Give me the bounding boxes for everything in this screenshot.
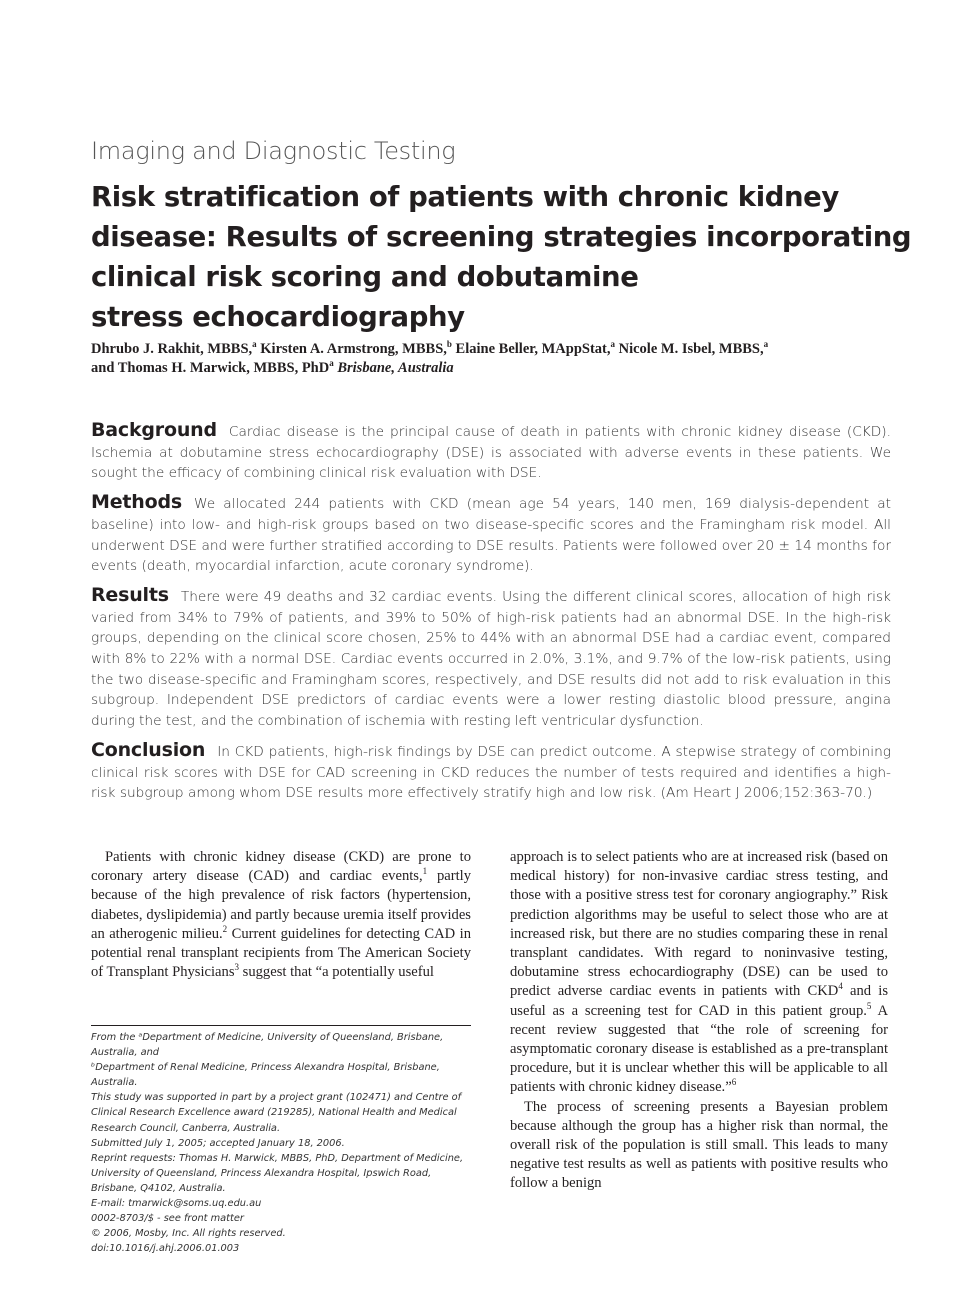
author-name: Elaine Beller, MAppStat, xyxy=(451,341,611,357)
footnote-divider xyxy=(91,1025,471,1026)
author-list xyxy=(91,340,911,378)
abstract-heading: Conclusion xyxy=(91,738,206,761)
abstract-text: In CKD patients, high-risk findings by DSE can predict outcome. A stepwise strategy of combining clinical risk scores with DSE for CAD screening in CKD reduces the number of tests required and identifies a high-risk subgroup among whom DSE results more effectively stratify high and low risk. (Am Heart J 2006;152:363-70.) xyxy=(91,743,891,802)
abstract-heading: Background xyxy=(91,419,217,441)
body-paragraph xyxy=(91,848,471,982)
footnote-line: 0002-8703/$ - see front matter xyxy=(91,1213,244,1225)
affiliation-mark: a xyxy=(252,339,257,350)
footnote-line: © 2006, Mosby, Inc. All rights reserved. xyxy=(91,1228,286,1240)
footnotes xyxy=(91,1030,471,1256)
footnote-email[interactable]: E-mail: tmarwick@soms.uq.edu.au xyxy=(91,1198,262,1210)
footnote-doi[interactable]: doi:10.1016/j.ahj.2006.01.003 xyxy=(91,1243,240,1255)
body-paragraph: The process of screening presents a Bayesian problem because although the group has a higher risk than normal, the overall risk of the population is still small. This leads to many negative test results as well as patients with positive results who follow a benign xyxy=(510,1098,888,1192)
title-line: stress echocardiography xyxy=(91,301,465,333)
body-column-left xyxy=(91,848,471,982)
author-row xyxy=(91,340,911,359)
footnote-line: Submitted July 1, 2005; accepted January 18, 2006. xyxy=(91,1137,345,1149)
body-text: suggest that “a potentially useful xyxy=(239,964,434,981)
author-row xyxy=(91,359,911,378)
footnote-line: ᵇDepartment of Renal Medicine, Princess Alexandra Hospital, Brisbane, Australia. xyxy=(91,1062,440,1089)
author-name: Nicole M. Isbel, MBBS, xyxy=(615,341,764,357)
body-text: and is useful as a screening test for CAD in this patient group. xyxy=(510,983,888,1019)
abstract-heading: Results xyxy=(91,583,169,606)
reference-mark[interactable]: 3 xyxy=(234,962,240,973)
affiliation-mark: a xyxy=(610,339,615,350)
article-title xyxy=(91,177,911,337)
abstract-text: There were 49 deaths and 32 cardiac events. Using the different clinical scores, allocation of high risk varied from 34% to 79% of patients, and 39% to 50% of high-risk patients had an abnormal DSE. In the high-risk groups, depending on the clinical score chosen, 25% to 44% with an abnormal DSE had a cardiac event, compared with 8% to 22% with a normal DSE. Cardiac events occurred in 2.0%, 3.1%, and 9.7% of the low-risk patients, using the two disease-specific and Framingham scores, respectively, and DSE results did not add to risk evaluation in this subgroup. Independent DSE predictors of cardiac events were a lower resting diastolic blood pressure, angina during the test, and the combination of ischemia with resting left ventricular dysfunction. xyxy=(91,588,891,730)
abstract-heading: Methods xyxy=(91,491,182,514)
abstract-conclusion xyxy=(91,740,891,804)
author-location: Brisbane, Australia xyxy=(333,360,454,376)
affiliation-mark: b xyxy=(446,339,452,350)
body-text: partly because of the high prevalence of risk factors (hypertension, diabetes, dyslipidemia) and partly because uremia itself provides an atherogenic milieu. xyxy=(91,868,471,942)
body-text: A recent review suggested that “the role of screening for asymptomatic coronary disease is established as a pre-transplant procedure, but it is unclear whether this will be applicable to all patients with chronic kidney disease.” xyxy=(510,1002,888,1096)
reference-mark[interactable]: 5 xyxy=(866,1000,872,1011)
affiliation-mark: a xyxy=(329,358,334,369)
title-line: disease: Results of screening strategies incorporating xyxy=(91,221,912,253)
abstract-text: We allocated 244 patients with CKD (mean age 54 years, 140 men, 169 dialysis-dependent at baseline) into low- and high-risk groups based on two disease-specific scores and the Framingham risk model. All underwent DSE and were further stratified according to DSE results. Patients were followed over 20 ± 14 months for events (death, myocardial infarction, acute coronary syndrome). xyxy=(91,496,891,575)
footnote-line: From the ᵃDepartment of Medicine, University of Queensland, Brisbane, Australia, and xyxy=(91,1032,444,1059)
abstract-methods xyxy=(91,492,891,577)
reference-mark[interactable]: 2 xyxy=(222,923,228,934)
reference-mark[interactable]: 1 xyxy=(422,866,428,877)
reference-mark[interactable]: 4 xyxy=(838,981,843,992)
body-text: approach is to select patients who are at increased risk (based on medical history) for non-invasive cardiac stress testing, and those with a positive stress test for coronary angiography.” Risk prediction algorithms may be useful to select those who are at increased risk, but there are no studies comparing these in renal transplant candidates. With regard to noninvasive testing, dobutamine stress echocardiography (DSE) can be used to predict adverse cardiac events in patients with CKD xyxy=(510,849,888,1000)
body-text: Patients with chronic kidney disease (CKD) are prone to coronary artery disease (CAD) and cardiac events, xyxy=(91,849,471,885)
reference-mark[interactable]: 6 xyxy=(731,1077,737,1088)
section-label: Imaging and Diagnostic Testing xyxy=(91,137,456,165)
footnote-line: This study was supported in part by a project grant (102471) and Centre of Clinical Research Excellence award (219285), National Health and Medical Research Council, Canberra, Australia. xyxy=(91,1092,462,1134)
author-name: and Thomas H. Marwick, MBBS, PhD xyxy=(91,360,330,376)
body-text: Current guidelines for detecting CAD in potential renal transplant recipients from The American Society of Transplant Physicians xyxy=(91,925,472,981)
body-column-right xyxy=(510,848,888,1194)
abstract-background xyxy=(91,420,891,484)
abstract xyxy=(91,420,891,812)
abstract-text: Cardiac disease is the principal cause of death in patients with chronic kidney disease (CKD). Ischemia at dobutamine stress echocardiography (DSE) is associated with adverse events in these patients. We sought the efficacy of combining clinical risk evaluation with DSE. xyxy=(91,424,891,482)
author-name: Kirsten A. Armstrong, MBBS, xyxy=(256,341,447,357)
author-name: Dhrubo J. Rakhit, MBBS, xyxy=(91,341,253,357)
abstract-results xyxy=(91,585,891,732)
title-line: Risk stratification of patients with chronic kidney xyxy=(91,181,839,213)
title-line: clinical risk scoring and dobutamine xyxy=(91,261,639,293)
affiliation-mark: a xyxy=(763,339,769,350)
body-paragraph xyxy=(510,848,888,1098)
footnote-line: Reprint requests: Thomas H. Marwick, MBBS, PhD, Department of Medicine, University of Queensland, Princess Alexandra Hospital, Ipswich Road, Brisbane, Q4102, Australia. xyxy=(91,1152,464,1194)
